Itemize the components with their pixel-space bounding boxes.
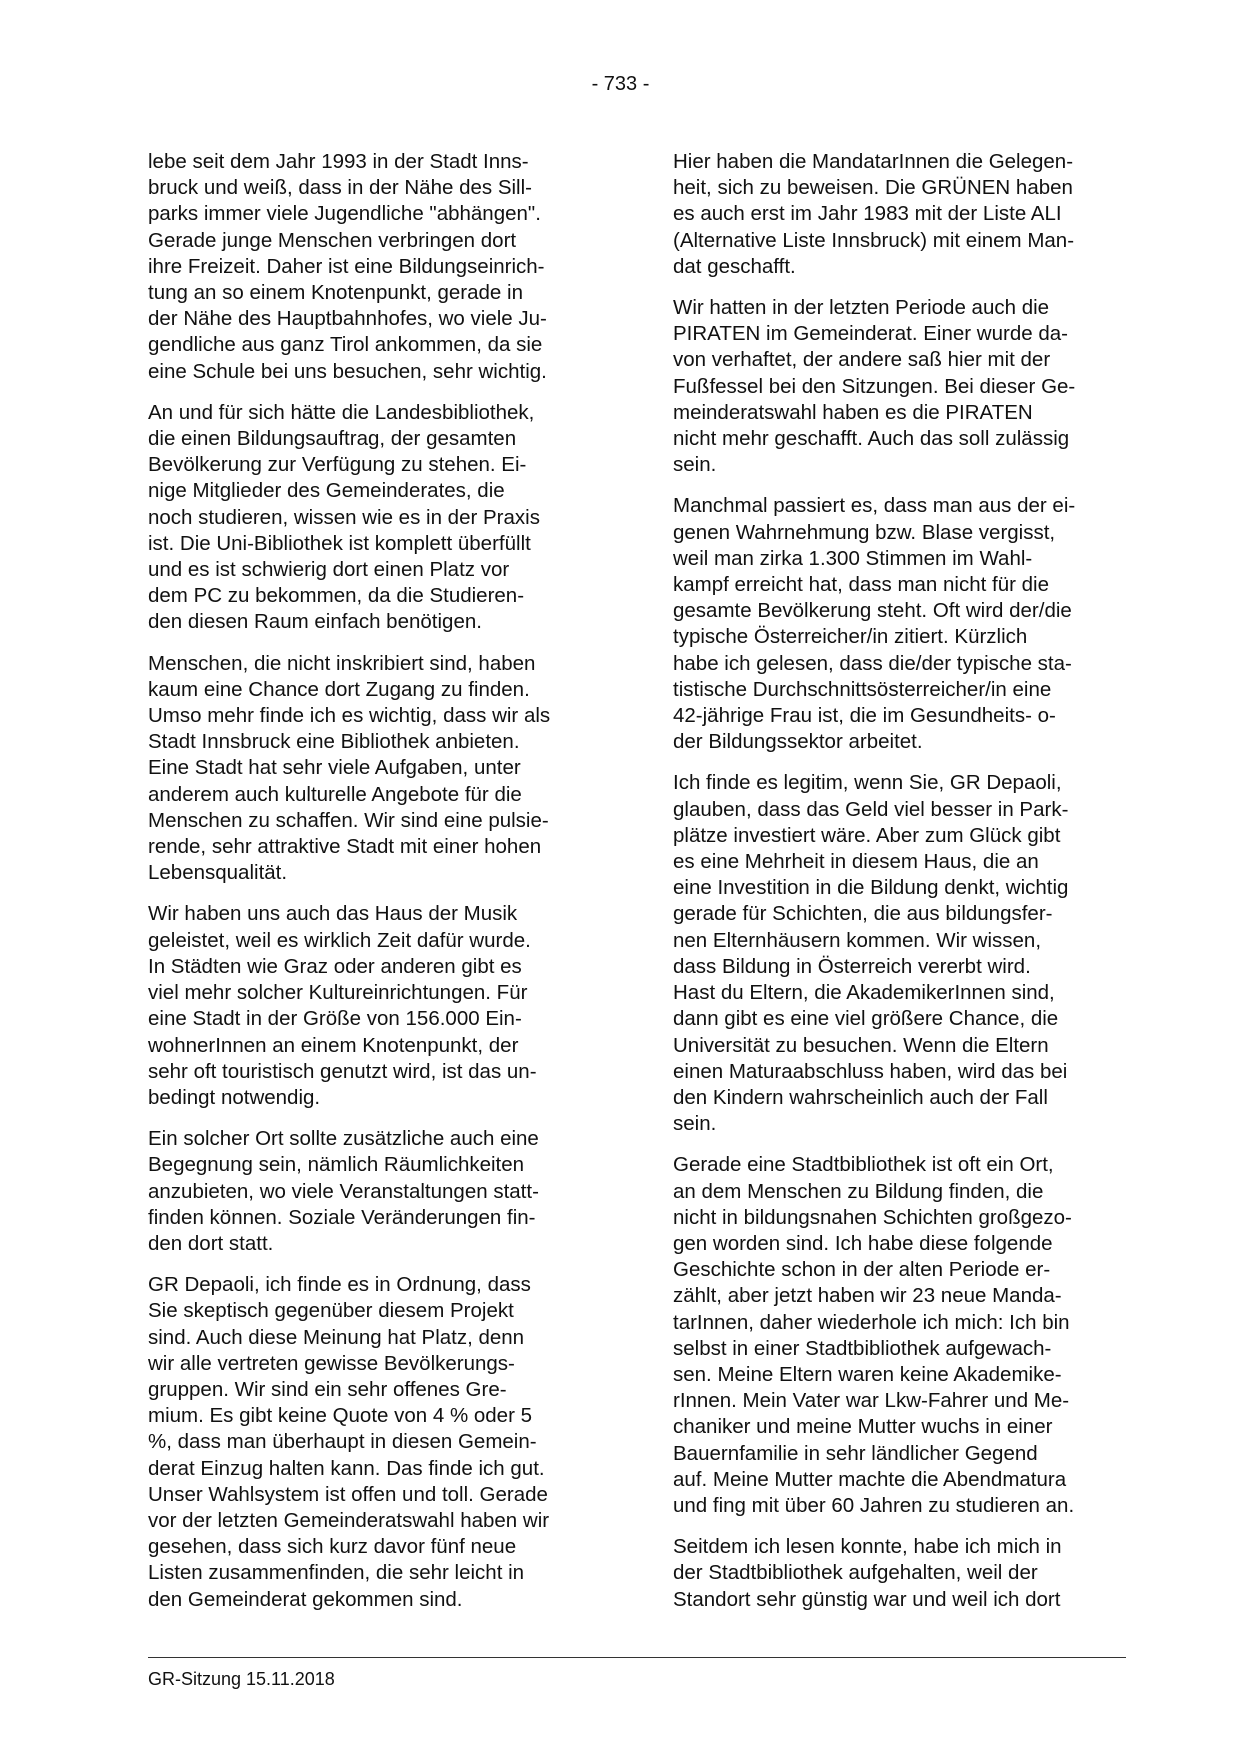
- text-line: zählt, aber jetzt haben wir 23 neue Manda-: [673, 1284, 1062, 1308]
- text-line: nige Mitglieder des Gemeinderates, die: [148, 479, 505, 503]
- text-line: und es ist schwierig dort einen Platz vor: [148, 558, 510, 582]
- text-line: rInnen. Mein Vater war Lkw-Fahrer und Me-: [673, 1389, 1070, 1413]
- text-line: an dem Menschen zu Bildung finden, die: [673, 1179, 1044, 1203]
- text-line: derat Einzug halten kann. Das finde ich gut.: [148, 1456, 545, 1480]
- text-line: von verhaftet, der andere saß hier mit der: [673, 348, 1051, 372]
- text-line: selbst in einer Stadtbibliothek aufgewach-: [673, 1336, 1052, 1360]
- text-line: anzubieten, wo viele Veranstaltungen statt-: [148, 1179, 539, 1203]
- text-line: bruck und weiß, dass in der Nähe des Sill-: [148, 176, 532, 200]
- paragraph: [148, 901, 608, 1111]
- text-line: Menschen, die nicht inskribiert sind, haben: [148, 651, 536, 675]
- text-line: eine Investition in die Bildung denkt, wichtig: [673, 876, 1069, 900]
- paragraph: [673, 295, 1133, 478]
- text-line: PIRATEN im Gemeinderat. Einer wurde da-: [673, 322, 1068, 346]
- paragraph: [148, 1126, 608, 1257]
- text-line: eine Schule bei uns besuchen, sehr wichtig.: [148, 359, 547, 383]
- text-line: dat geschafft.: [673, 254, 796, 278]
- text-line: den Gemeinderat gekommen sind.: [148, 1587, 463, 1611]
- text-line: eine Stadt in der Größe von 156.000 Ein-: [148, 1007, 522, 1031]
- text-line: Bauernfamilie in sehr ländlicher Gegend: [673, 1441, 1038, 1465]
- text-line: Bevölkerung zur Verfügung zu stehen. Ei-: [148, 453, 527, 477]
- text-line: %, dass man überhaupt in diesen Gemein-: [148, 1430, 537, 1454]
- text-line: Hier haben die MandatarInnen die Gelegen-: [673, 150, 1074, 173]
- text-line: Wir hatten in der letzten Periode auch die: [673, 296, 1050, 320]
- text-line: noch studieren, wissen wie es in der Praxis: [148, 505, 540, 529]
- footer-session-label: GR-Sitzung 15.11.2018: [148, 1669, 335, 1689]
- text-line: nicht mehr geschafft. Auch das soll zulässig: [673, 427, 1070, 451]
- text-line: Ich finde es legitim, wenn Sie, GR Depaoli,: [673, 771, 1062, 795]
- text-line: tistische Durchschnittsösterreicher/in eine: [673, 677, 1052, 701]
- text-line: Menschen zu schaffen. Wir sind eine pulsie-: [148, 808, 549, 832]
- text-line: plätze investiert wäre. Aber zum Glück gibt: [673, 823, 1061, 847]
- text-line: Stadt Innsbruck eine Bibliothek anbieten.: [148, 730, 520, 754]
- text-line: es auch erst im Jahr 1983 mit der Liste ALI: [673, 202, 1062, 226]
- text-line: chaniker und meine Mutter wuchs in einer: [673, 1415, 1053, 1439]
- text-line: die einen Bildungsauftrag, der gesamten: [148, 427, 517, 451]
- text-line: viel mehr solcher Kultureinrichtungen. Für: [148, 981, 528, 1005]
- text-line: sen. Meine Eltern waren keine Akademike-: [673, 1362, 1062, 1386]
- text-line: parks immer viele Jugendliche "abhängen".: [148, 202, 541, 226]
- text-line: dass Bildung in Österreich vererbt wird.: [673, 954, 1031, 978]
- left-column: [148, 149, 608, 1628]
- text-line: den Kindern wahrscheinlich auch der Fall: [673, 1085, 1048, 1109]
- text-line: den dort statt.: [148, 1231, 274, 1255]
- text-line: In Städten wie Graz oder anderen gibt es: [148, 954, 522, 978]
- right-column: [673, 149, 1133, 1628]
- text-line: habe ich gelesen, dass die/der typische sta-: [673, 651, 1072, 675]
- text-line: vor der letzten Gemeinderatswahl haben wir: [148, 1508, 550, 1532]
- text-line: Wir haben uns auch das Haus der Musik: [148, 902, 518, 926]
- text-line: Manchmal passiert es, dass man aus der ei-: [673, 494, 1076, 518]
- text-line: Listen zusammenfinden, die sehr leicht in: [148, 1561, 525, 1585]
- text-line: wir alle vertreten gewisse Bevölkerungs-: [148, 1351, 515, 1375]
- text-line: einen Maturaabschluss haben, wird das bei: [673, 1059, 1068, 1083]
- text-line: Eine Stadt hat sehr viele Aufgaben, unter: [148, 756, 521, 780]
- paragraph: [673, 1534, 1133, 1613]
- text-line: Hast du Eltern, die AkademikerInnen sind,: [673, 981, 1055, 1005]
- footer-divider: [148, 1657, 1126, 1658]
- paragraph: [148, 149, 608, 385]
- text-line: tung an so einem Knotenpunkt, gerade in: [148, 281, 523, 305]
- text-line: gruppen. Wir sind ein sehr offenes Gre-: [148, 1377, 507, 1401]
- text-line: dem PC zu bekommen, da die Studieren-: [148, 584, 525, 608]
- text-line: Begegnung sein, nämlich Räumlichkeiten: [148, 1153, 525, 1177]
- text-line: dann gibt es eine viel größere Chance, die: [673, 1007, 1059, 1031]
- text-line: Umso mehr finde ich es wichtig, dass wir als: [148, 704, 551, 728]
- text-line: Gerade eine Stadtbibliothek ist oft ein Ort,: [673, 1153, 1054, 1177]
- text-line: Seitdem ich lesen konnte, habe ich mich in: [673, 1535, 1062, 1559]
- paragraph: [148, 400, 608, 636]
- text-line: der Stadtbibliothek aufgehalten, weil der: [673, 1561, 1038, 1585]
- text-line: Sie skeptisch gegenüber diesem Projekt: [148, 1299, 514, 1323]
- text-line: gendliche aus ganz Tirol ankommen, da sie: [148, 333, 543, 357]
- text-line: sehr oft touristisch genutzt wird, ist das un-: [148, 1059, 537, 1083]
- text-line: den diesen Raum einfach benötigen.: [148, 610, 482, 634]
- text-line: tarInnen, daher wiederhole ich mich: Ich bin: [673, 1310, 1070, 1334]
- text-line: Standort sehr günstig war und weil ich dort: [673, 1587, 1061, 1611]
- text-line: ihre Freizeit. Daher ist eine Bildungseinrich-: [148, 254, 545, 278]
- text-line: mium. Es gibt keine Quote von 4 % oder 5: [148, 1404, 533, 1428]
- text-line: lebe seit dem Jahr 1993 in der Stadt Inns-: [148, 150, 529, 173]
- text-line: gesamte Bevölkerung steht. Oft wird der/die: [673, 599, 1072, 623]
- text-line: An und für sich hätte die Landesbibliothek,: [148, 400, 535, 424]
- paragraph: [673, 149, 1133, 280]
- text-line: glauben, dass das Geld viel besser in Park-: [673, 797, 1069, 821]
- text-line: gerade für Schichten, die aus bildungsfer-: [673, 902, 1053, 926]
- text-line: 42-jährige Frau ist, die im Gesundheits- o-: [673, 704, 1056, 728]
- paragraph: [673, 770, 1133, 1137]
- text-line: meinderatswahl haben es die PIRATEN: [673, 400, 1033, 424]
- text-line: Ein solcher Ort sollte zusätzliche auch eine: [148, 1127, 539, 1151]
- text-line: finden können. Soziale Veränderungen fin-: [148, 1205, 536, 1229]
- page-number: - 733 -: [591, 73, 650, 95]
- text-line: es eine Mehrheit in diesem Haus, die an: [673, 850, 1039, 874]
- paragraph: [148, 651, 608, 887]
- text-line: geleistet, weil es wirklich Zeit dafür wurde.: [148, 928, 531, 952]
- paragraph: [148, 1272, 608, 1613]
- text-line: Lebensqualität.: [148, 861, 288, 885]
- text-line: Geschichte schon in der alten Periode er-: [673, 1258, 1051, 1282]
- text-line: bedingt notwendig.: [148, 1085, 321, 1109]
- text-line: weil man zirka 1.300 Stimmen im Wahl-: [673, 546, 1033, 570]
- paragraph: [673, 1152, 1133, 1519]
- paragraph: [673, 493, 1133, 755]
- text-line: gesehen, dass sich kurz davor fünf neue: [148, 1535, 517, 1559]
- text-line: der Nähe des Hauptbahnhofes, wo viele Ju-: [148, 307, 547, 331]
- text-line: kampf erreicht hat, dass man nicht für die: [673, 573, 1050, 597]
- text-line: Fußfessel bei den Sitzungen. Bei dieser Ge-: [673, 374, 1076, 398]
- text-line: sein.: [673, 453, 717, 477]
- text-line: Universität zu besuchen. Wenn die Eltern: [673, 1033, 1049, 1057]
- text-line: rende, sehr attraktive Stadt mit einer hohen: [148, 835, 542, 859]
- text-line: wohnerInnen an einem Knotenpunkt, der: [148, 1033, 519, 1057]
- text-line: Unser Wahlsystem ist offen und toll. Gerade: [148, 1482, 548, 1506]
- text-line: genen Wahrnehmung bzw. Blase vergisst,: [673, 520, 1056, 544]
- text-line: typische Österreicher/in zitiert. Kürzlich: [673, 625, 1028, 649]
- text-line: kaum eine Chance dort Zugang zu finden.: [148, 677, 530, 701]
- text-line: heit, sich zu beweisen. Die GRÜNEN haben: [673, 176, 1073, 200]
- text-line: gen worden sind. Ich habe diese folgende: [673, 1231, 1053, 1255]
- text-line: sein.: [673, 1112, 717, 1136]
- text-line: Gerade junge Menschen verbringen dort: [148, 228, 517, 252]
- text-line: GR Depaoli, ich finde es in Ordnung, dass: [148, 1273, 531, 1297]
- text-line: (Alternative Liste Innsbruck) mit einem Man-: [673, 228, 1075, 252]
- text-line: und fing mit über 60 Jahren zu studieren an.: [673, 1493, 1075, 1517]
- text-line: auf. Meine Mutter machte die Abendmatura: [673, 1467, 1067, 1491]
- text-line: nen Elternhäusern kommen. Wir wissen,: [673, 928, 1042, 952]
- text-line: nicht in bildungsnahen Schichten großgezo-: [673, 1205, 1072, 1229]
- text-line: der Bildungssektor arbeitet.: [673, 730, 923, 754]
- text-line: ist. Die Uni-Bibliothek ist komplett überfüllt: [148, 531, 531, 555]
- text-line: sind. Auch diese Meinung hat Platz, denn: [148, 1325, 525, 1349]
- text-line: anderem auch kulturelle Angebote für die: [148, 782, 522, 806]
